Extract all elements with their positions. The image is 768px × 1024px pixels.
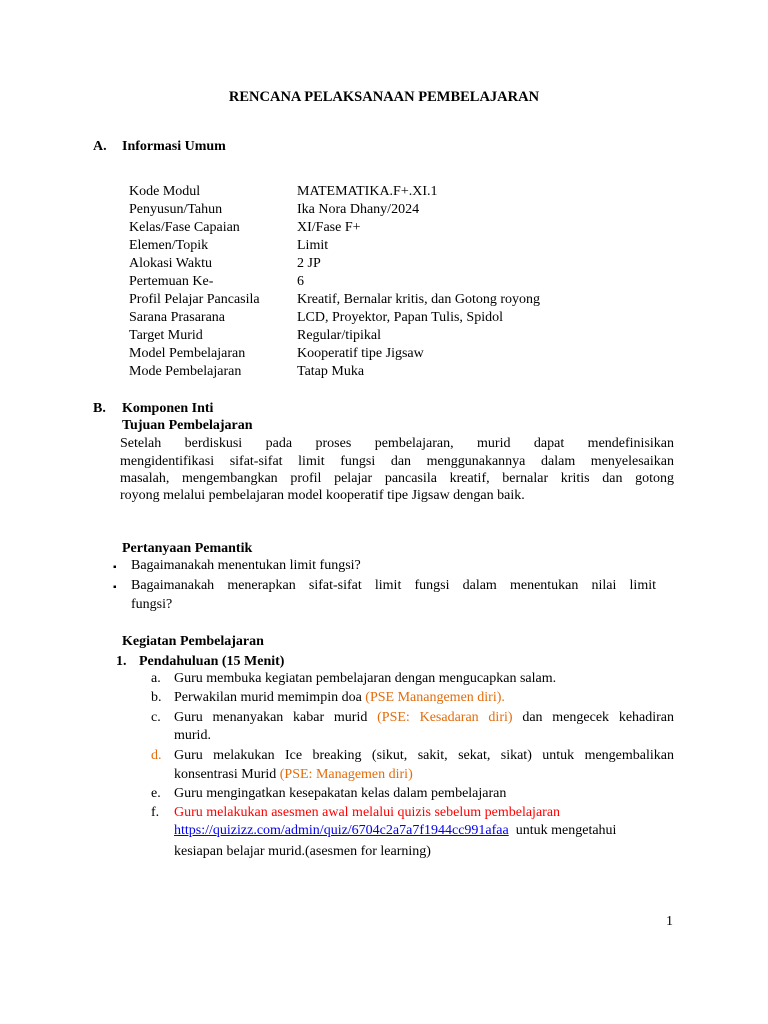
pendahuluan-heading: Pendahuluan (15 Menit)	[139, 654, 285, 669]
pemantik-heading: Pertanyaan Pemantik	[122, 541, 253, 556]
info-value: MATEMATIKA.F+.XI.1	[297, 184, 438, 199]
item-marker: b.	[151, 690, 162, 705]
item-marker: d.	[151, 748, 162, 763]
activity-text: Perwakilan murid memimpin doa	[174, 690, 366, 705]
info-value: Regular/tipikal	[297, 328, 381, 343]
info-value: 2 JP	[297, 256, 321, 271]
info-label: Target Murid	[129, 328, 203, 343]
paragraph-line: mengidentifikasi sifat-sifat limit fungsi dan menggunakannya dalam menyelesaikan	[120, 454, 674, 469]
pemantik-question-2-cont: fungsi?	[131, 597, 173, 612]
section-b-heading: Komponen Inti	[122, 401, 214, 416]
activity-text: konsentrasi Murid	[174, 767, 280, 782]
info-label: Sarana Prasarana	[129, 310, 226, 325]
section-b-marker: B.	[93, 401, 106, 416]
activity-text: untuk mengetahui	[508, 823, 617, 838]
info-value: Limit	[297, 238, 329, 253]
pse-tag: (PSE: Kesadaran diri)	[377, 710, 513, 725]
info-label: Kelas/Fase Capaian	[129, 220, 240, 235]
item-marker: a.	[151, 671, 161, 686]
info-value: Kooperatif tipe Jigsaw	[297, 346, 424, 361]
pemantik-question-1: Bagaimanakah menentukan limit fungsi?	[131, 558, 361, 573]
pemantik-question-2: Bagaimanakah menerapkan sifat-sifat limit fungsi dalam menentukan nilai limit	[131, 578, 656, 593]
info-label: Penyusun/Tahun	[129, 202, 223, 217]
section-a-heading: Informasi Umum	[122, 139, 226, 154]
info-value: LCD, Proyektor, Papan Tulis, Spidol	[297, 310, 503, 325]
activity-item-f-cont	[174, 822, 616, 840]
activity-item-a: Guru membuka kegiatan pembelajaran dengan mengucapkan salam.	[174, 671, 557, 686]
paragraph-line: masalah, mengembangkan profil pelajar pancasila kreatif, bernalar kritis dan gotong	[120, 471, 674, 486]
info-value: 6	[297, 274, 304, 289]
item-marker: e.	[151, 786, 161, 801]
info-label: Profil Pelajar Pancasila	[129, 292, 260, 307]
item-marker: c.	[151, 710, 161, 725]
activity-item-e: Guru mengingatkan kesepakatan kelas dalam pembelajaran	[174, 786, 507, 801]
activity-text: dan mengecek kehadiran	[512, 710, 675, 725]
pse-tag: (PSE: Managemen diri)	[279, 767, 413, 782]
activity-item-b	[174, 689, 505, 707]
info-label: Kode Modul	[129, 184, 201, 199]
activity-item-d: Guru melakukan Ice breaking (sikut, sakit, sekat, sikat) untuk mengembalikan	[174, 748, 674, 763]
bullet-icon: ▪	[113, 562, 117, 573]
info-value: Tatap Muka	[297, 364, 365, 379]
activity-item-f-cont2: kesiapan belajar murid.(asesmen for learning)	[174, 844, 431, 859]
document-title: RENCANA PELAKSANAAN PEMBELAJARAN	[228, 89, 540, 105]
activity-item-c-cont: murid.	[174, 728, 211, 743]
pse-tag: (PSE Manangemen diri).	[365, 690, 505, 705]
info-label: Pertemuan Ke-	[129, 274, 214, 289]
paragraph-line: royong melalui pembelajaran model kooperatif tipe Jigsaw dengan baik.	[120, 488, 525, 503]
item-marker: f.	[151, 805, 160, 820]
page-number: 1	[666, 914, 673, 929]
paragraph-line: Setelah berdiskusi pada proses pembelajaran, murid dapat mendefinisikan	[120, 436, 674, 451]
activity-item-d-cont	[174, 766, 413, 784]
info-label: Model Pembelajaran	[129, 346, 246, 361]
quiz-link[interactable]: https://quizizz.com/admin/quiz/6704c2a7a7f1944cc991afaa	[174, 823, 509, 838]
info-value: Kreatif, Bernalar kritis, dan Gotong royong	[297, 292, 540, 307]
info-value: Ika Nora Dhany/2024	[297, 202, 420, 217]
activity-item-c	[174, 709, 674, 727]
bullet-icon: ▪	[113, 582, 117, 593]
section-a-marker: A.	[93, 139, 107, 154]
info-label: Mode Pembelajaran	[129, 364, 242, 379]
tujuan-heading: Tujuan Pembelajaran	[122, 418, 253, 433]
info-value: XI/Fase F+	[297, 220, 361, 235]
activity-item-f: Guru melakukan asesmen awal melalui quizis sebelum pembelajaran	[174, 805, 561, 820]
activity-text: Guru menanyakan kabar murid	[174, 710, 378, 725]
info-label: Alokasi Waktu	[129, 256, 212, 271]
pendahuluan-marker: 1.	[116, 654, 127, 669]
info-label: Elemen/Topik	[129, 238, 209, 253]
kegiatan-heading: Kegiatan Pembelajaran	[122, 634, 264, 649]
